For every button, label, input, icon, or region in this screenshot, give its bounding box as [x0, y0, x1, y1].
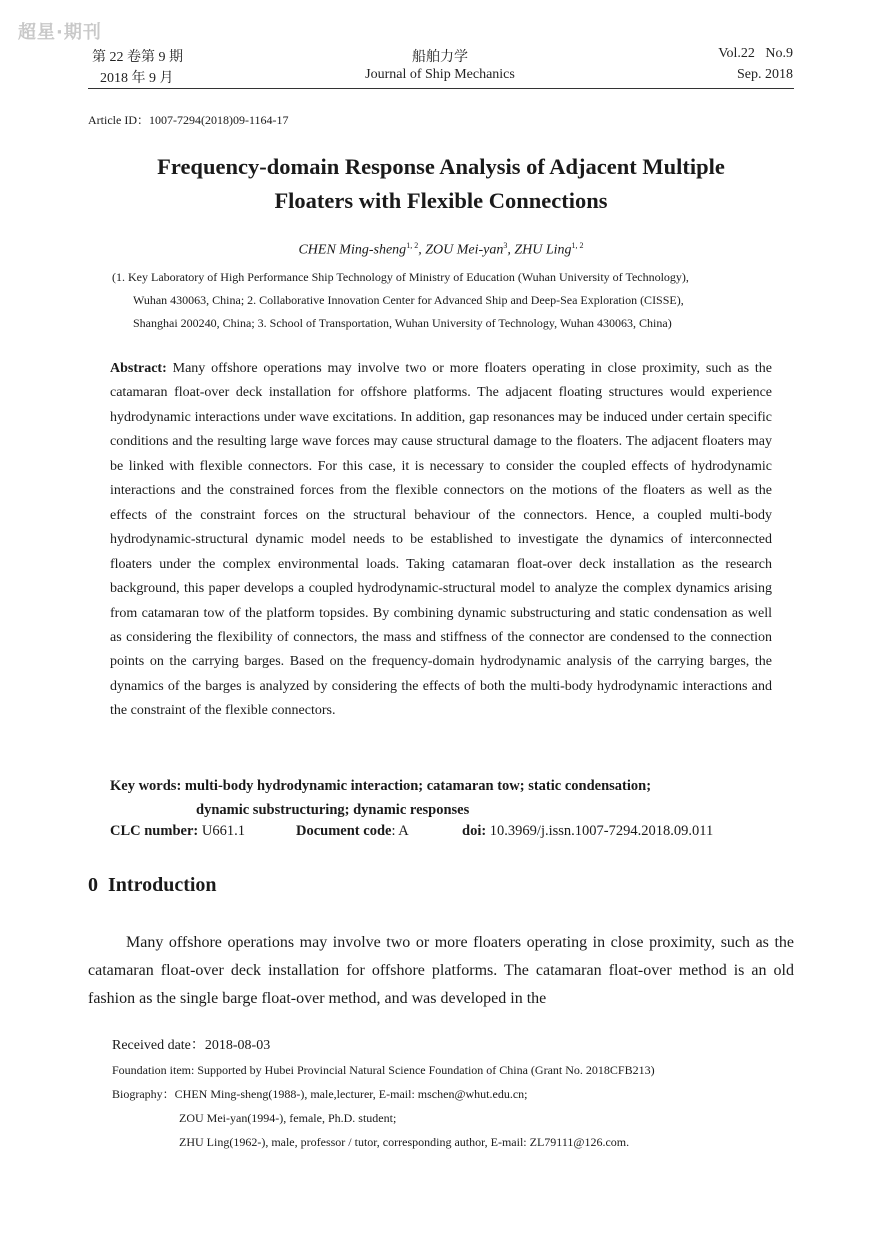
affiliations [112, 266, 792, 334]
foundation-item: Foundation item: Supported by Hubei Provincial Natural Science Foundation of China (Grant No. 2018CFB213) [112, 1063, 655, 1077]
biography-line-2: ZOU Mei-yan(1994-), female, Ph.D. student; [179, 1111, 397, 1125]
header-date-cn: 2018 年 9 月 [100, 71, 174, 86]
section-number: 0 [88, 874, 98, 896]
doc-code-label: Document code [296, 823, 392, 839]
author-affil-mark: 1, 2 [406, 241, 419, 250]
author-name: ZOU Mei-yan [425, 242, 504, 258]
author-list [88, 241, 794, 259]
header-journal-en: Journal of Ship Mechanics [365, 67, 515, 82]
abstract-text: Many offshore operations may involve two or more floaters operating in close proximity, such as the catamaran float-over deck installation for offshore platforms. The adjacent floating structures would experience hydrodynamic interactions under wave excitations. In addition, gap resonances may be induced under certain specific conditions and the resulting large wave forces may cause structural damage to the floaters. The adjacent floaters may be linked with flexible connectors. For this case, it is necessary to consider the coupled effects of hydrodynamic interactions and the constrained forces from the flexible connectors on the motions of the floaters as well as the effects of the constraint forces on the structural behaviour of the connectors. Hence, a coupled multi-body hydrodynamic-structural dynamic model needs to be established to investigate the dynamics of interconnected floaters under the complex environmental loads. Taking catamaran float-over deck installation as the research background, this paper develops a coupled hydrodynamic-structural model to analyze the complex dynamics arising from catamaran tow of the platform topsides. By combining dynamic substructuring and static condensation as well as considering the flexibility of connectors, the mass and stiffness of the connector are condensed to the connection points on the carrying barges. Based on the frequency-domain hydrodynamic analysis of the carrying barges, the dynamics of the barges is analyzed by considering the effects of both the multi-body hydrodynamic interactions and the constraint of the flexible connectors. [110, 361, 772, 719]
doi-label: doi: [462, 823, 487, 839]
keywords-line-1: multi-body hydrodynamic interaction; catamaran tow; static condensation; [184, 778, 652, 794]
footnotes [112, 1034, 812, 1154]
author-separator: , [507, 242, 515, 258]
biography-label: Biography： [112, 1087, 175, 1101]
header-date-en: Sep. 2018 [737, 67, 793, 82]
header-volume-en: Vol.22 No.9 [718, 46, 793, 61]
clc-number [110, 823, 245, 840]
keywords-label: Key words: [110, 778, 182, 794]
article-id: Article ID：1007-7294(2018)09-1164-17 [88, 113, 289, 127]
section-heading [88, 874, 217, 897]
author-name: ZHU Ling [514, 242, 572, 258]
abstract [110, 357, 772, 724]
doi-value[interactable]: 10.3969/j.issn.1007-7294.2018.09.011 [489, 823, 714, 839]
affiliation-line: Shanghai 200240, China; 3. School of Transportation, Wuhan University of Technology, Wuhan 430063, China) [133, 315, 672, 330]
doi [462, 823, 713, 840]
biography-text: CHEN Ming-sheng(1988-), male,lecturer, E-mail: mschen@whut.edu.cn; [174, 1087, 528, 1101]
author-separator: , [418, 242, 426, 258]
doc-code-value: : A [391, 823, 409, 839]
paper-title [88, 150, 794, 218]
biography-line-3: ZHU Ling(1962-), male, professor / tutor, corresponding author, E-mail: ZL79111@126.com. [179, 1135, 630, 1149]
header-volume-cn: 第 22 卷第 9 期 [92, 50, 183, 65]
header-journal-cn: 船舶力学 [412, 50, 468, 65]
affiliation-line: (1. Key Laboratory of High Performance Ship Technology of Ministry of Education (Wuhan University of Technology), [112, 270, 689, 284]
author-affil-mark: 1, 2 [571, 241, 584, 250]
clc-value: U661.1 [201, 823, 245, 839]
biography-line-1 [112, 1082, 812, 1106]
title-line-1: Frequency-domain Response Analysis of Adjacent Multiple [157, 154, 725, 179]
clc-label: CLC number: [110, 823, 199, 839]
section-title: Introduction [108, 874, 217, 896]
author-name: CHEN Ming-sheng [298, 242, 407, 258]
keywords [110, 774, 780, 822]
intro-paragraph [88, 929, 794, 1013]
author-affil-mark: 3 [503, 241, 508, 250]
title-line-2: Floaters with Flexible Connections [274, 188, 608, 213]
header-rule [88, 88, 794, 89]
document-code [296, 823, 409, 840]
received-date: Received date：2018-08-03 [112, 1038, 271, 1053]
abstract-label: Abstract: [110, 361, 167, 376]
intro-text: Many offshore operations may involve two or more floaters operating in close proximity, such as the catamaran float-over deck installation for offshore platforms. The catamaran float-over method is an old fashion as the single barge float-over method, and was developed in the [88, 934, 794, 1007]
affiliation-line: Wuhan 430063, China; 2. Collaborative Innovation Center for Advanced Ship and Deep-Sea Exploration (CISSE), [133, 292, 684, 307]
keywords-line-2: dynamic substructuring; dynamic responses [196, 802, 470, 818]
watermark-logo: 超星·期刊 [18, 22, 102, 43]
